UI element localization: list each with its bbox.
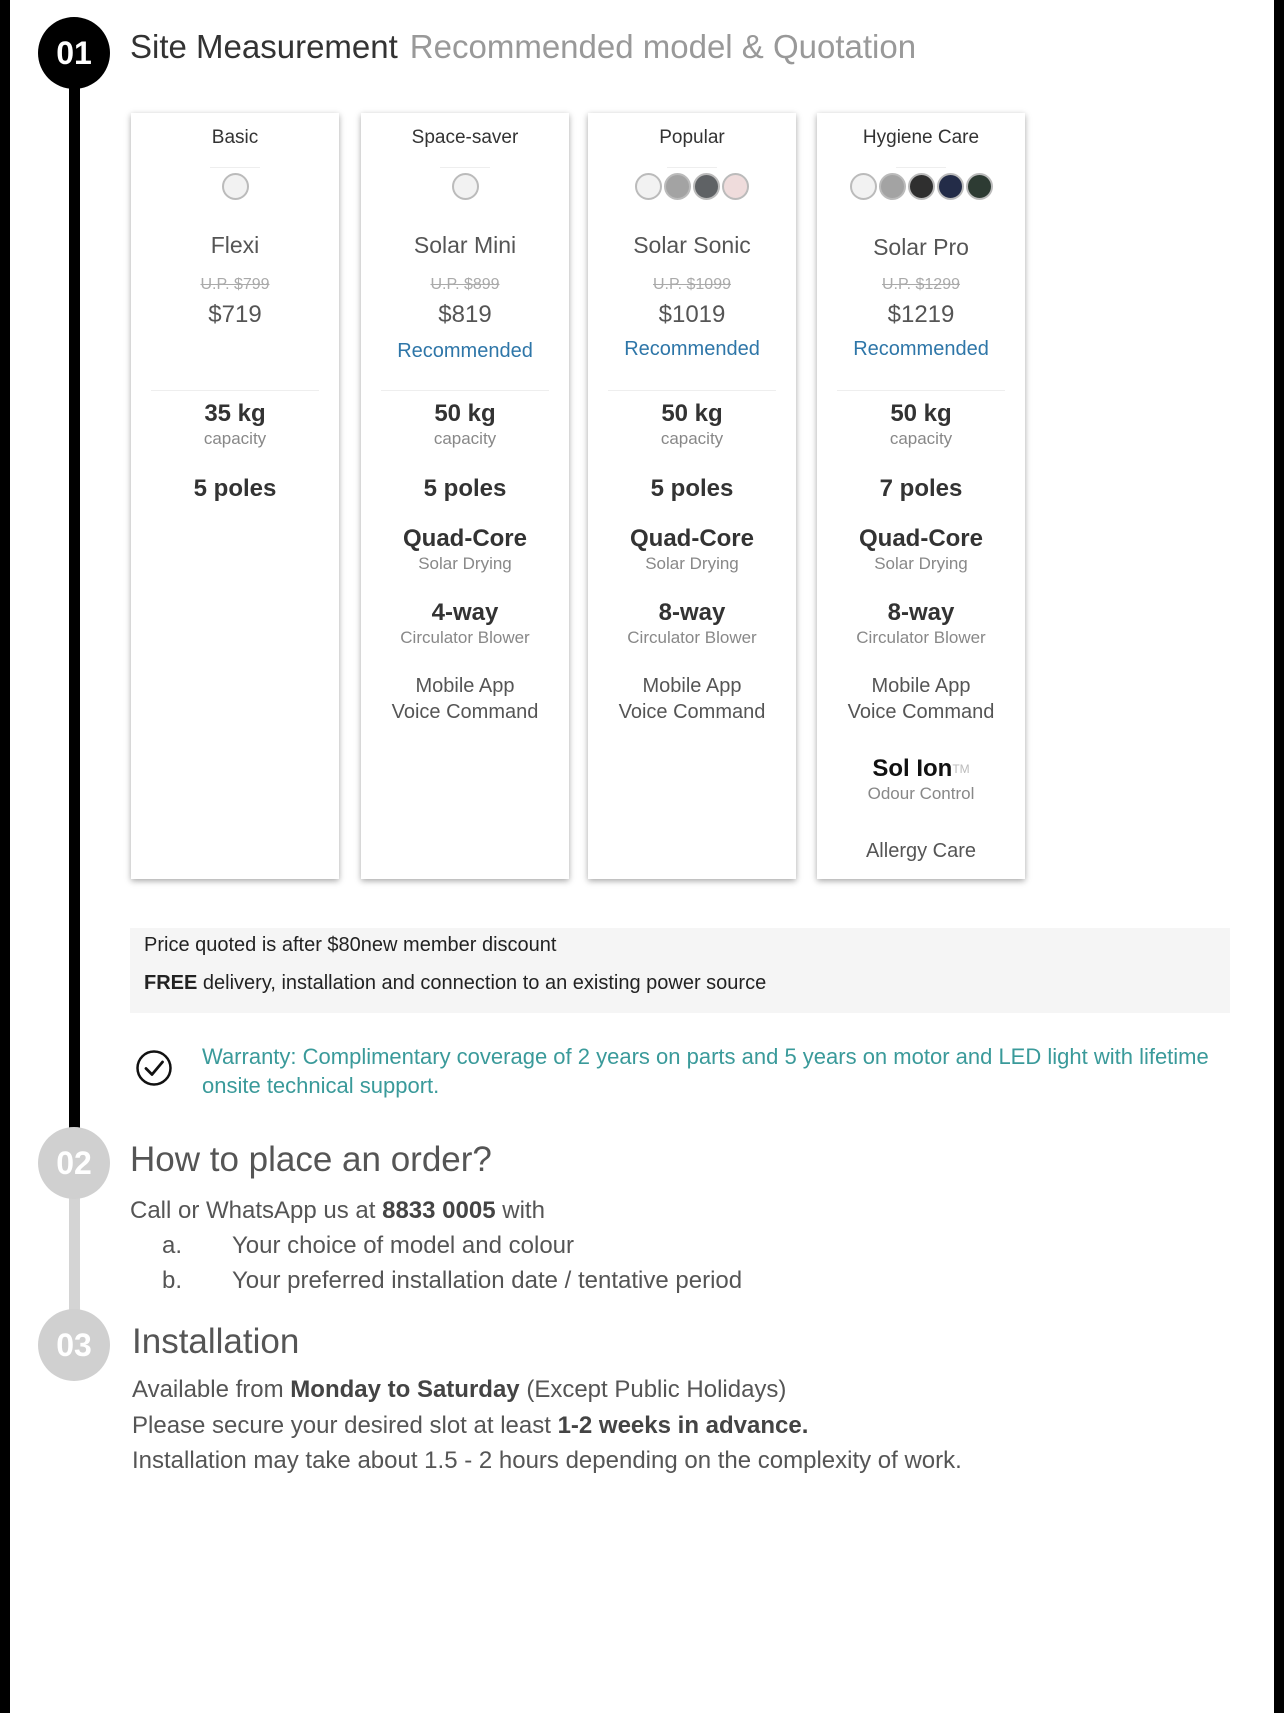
product-card-hygiene-care[interactable] (817, 113, 1025, 879)
product-card-basic[interactable] (131, 113, 339, 879)
capacity-label: capacity (889, 429, 953, 448)
feature-app (361, 673, 569, 725)
colour-swatch[interactable] (222, 173, 249, 200)
step-badge-2: 02 (38, 1127, 110, 1199)
colour-swatch[interactable] (908, 173, 935, 200)
colour-swatch[interactable] (879, 173, 906, 200)
phone-number[interactable]: 8833 0005 (382, 1197, 496, 1224)
colour-swatches (131, 173, 339, 200)
product-card-space-saver[interactable] (361, 113, 569, 879)
order-intro-text: Call or WhatsApp us at (130, 1197, 383, 1224)
card-divider (608, 390, 776, 391)
core-value: Quad-Core (629, 525, 754, 552)
timeline-line-active (69, 40, 80, 1130)
recommended-label: Recommended (624, 338, 760, 360)
warranty-text: Warranty: Complimentary coverage of 2 years on parts and 5 years on motor and LED light with lifetime onsite technical support. (202, 1044, 1209, 1098)
list-item: Your choice of model and colour (232, 1232, 574, 1259)
colour-swatches (588, 173, 796, 200)
card-model-name: Solar Pro (873, 234, 969, 260)
core-value: Quad-Core (858, 525, 983, 552)
card-divider (667, 167, 717, 168)
colour-swatch[interactable] (693, 173, 720, 200)
core-label: Solar Drying (874, 554, 968, 573)
core-value: Quad-Core (402, 525, 527, 552)
blower-value: 8-way (887, 599, 955, 626)
feature-poles (817, 475, 1025, 503)
poles-value: 5 poles (423, 475, 507, 502)
list-marker: b. (162, 1267, 183, 1294)
section-1-heading: Site Measurement (130, 28, 398, 65)
colour-swatch[interactable] (966, 173, 993, 200)
feature-allergy (817, 838, 1025, 864)
card-divider (151, 390, 319, 391)
card-price: $1219 (887, 301, 955, 328)
blower-label: Circulator Blower (400, 628, 530, 647)
feature-poles (131, 475, 339, 503)
installation-availability (132, 1376, 786, 1404)
voice-command-text: Voice Command (847, 701, 995, 723)
card-price: $719 (208, 301, 262, 328)
mobile-app-text: Mobile App (415, 675, 515, 697)
blower-label: Circulator Blower (856, 628, 986, 647)
mobile-app-text: Mobile App (642, 675, 742, 697)
poles-value: 5 poles (650, 475, 734, 502)
section-1-title (130, 28, 916, 66)
feature-core (588, 525, 796, 575)
card-price: $1019 (658, 301, 726, 328)
card-divider (837, 390, 1005, 391)
feature-poles (361, 475, 569, 503)
booking-text: Please secure your desired slot at least (132, 1412, 558, 1439)
section-2-title: How to place an order? (130, 1140, 492, 1179)
voice-command-text: Voice Command (391, 701, 539, 723)
capacity-value: 50 kg (661, 400, 723, 427)
colour-swatch[interactable] (850, 173, 877, 200)
free-delivery-note (144, 972, 766, 995)
feature-blower (361, 599, 569, 649)
section-3-title: Installation (132, 1322, 300, 1361)
colour-swatches (817, 173, 1025, 200)
feature-blower (817, 599, 1025, 649)
card-model-name: Flexi (210, 232, 260, 258)
colour-swatch[interactable] (635, 173, 662, 200)
check-circle-icon (135, 1049, 173, 1087)
card-category: Popular (659, 127, 725, 148)
core-label: Solar Drying (645, 554, 739, 573)
card-divider (440, 167, 490, 168)
availability-days: Monday to Saturday (290, 1376, 520, 1403)
capacity-value: 50 kg (890, 400, 952, 427)
card-model-name: Solar Sonic (633, 232, 751, 258)
step-badge-1: 01 (38, 17, 110, 89)
colour-swatches (361, 173, 569, 200)
capacity-label: capacity (660, 429, 724, 448)
capacity-value: 50 kg (434, 400, 496, 427)
recommended-label: Recommended (397, 340, 533, 362)
free-delivery-text: delivery, installation and connection to an existing power source (197, 972, 767, 994)
list-marker: a. (162, 1232, 183, 1259)
capacity-label: capacity (433, 429, 497, 448)
card-unit-price: U.P. $799 (200, 276, 270, 293)
card-divider (896, 167, 946, 168)
booking-lead-time: 1-2 weeks in advance. (557, 1412, 809, 1439)
price-notes-box (130, 928, 1230, 1013)
colour-swatch[interactable] (664, 173, 691, 200)
ion-label: Odour Control (867, 784, 975, 803)
availability-exception: (Except Public Holidays) (519, 1376, 787, 1403)
card-divider (210, 167, 260, 168)
colour-swatch[interactable] (722, 173, 749, 200)
card-unit-price: U.P. $899 (430, 276, 500, 293)
trademark-mark: TM (952, 762, 970, 776)
card-unit-price: U.P. $1099 (653, 276, 731, 293)
blower-value: 4-way (431, 599, 499, 626)
feature-capacity (588, 400, 796, 450)
feature-capacity (131, 400, 339, 450)
poles-value: 7 poles (879, 475, 963, 502)
poles-value: 5 poles (193, 475, 277, 502)
colour-swatch[interactable] (452, 173, 479, 200)
card-divider (381, 390, 549, 391)
step-badge-3: 03 (38, 1309, 110, 1381)
product-card-popular[interactable] (588, 113, 796, 879)
order-instructions (130, 1197, 545, 1225)
mobile-app-text: Mobile App (871, 675, 971, 697)
feature-app (588, 673, 796, 725)
card-price: $819 (438, 301, 492, 328)
voice-command-text: Voice Command (618, 701, 766, 723)
availability-text: Available from (132, 1376, 291, 1403)
card-category: Hygiene Care (862, 127, 980, 148)
capacity-label: capacity (203, 429, 267, 448)
feature-core (361, 525, 569, 575)
recommended-label: Recommended (853, 338, 989, 360)
section-1-subtitle: Recommended model & Quotation (409, 28, 917, 65)
feature-poles (588, 475, 796, 503)
capacity-value: 35 kg (204, 400, 266, 427)
feature-ion (817, 755, 1025, 805)
blower-label: Circulator Blower (627, 628, 757, 647)
card-model-name: Solar Mini (413, 232, 517, 258)
card-category: Space-saver (411, 127, 519, 148)
installation-duration: Installation may take about 1.5 - 2 hours depending on the complexity of work. (132, 1447, 962, 1474)
ion-value: Sol Ion (872, 755, 953, 782)
core-label: Solar Drying (418, 554, 512, 573)
discount-note: Price quoted is after $80new member discount (144, 934, 557, 956)
card-category: Basic (211, 127, 259, 148)
feature-capacity (817, 400, 1025, 450)
feature-core (817, 525, 1025, 575)
installation-booking-note (132, 1412, 808, 1440)
feature-app (817, 673, 1025, 725)
card-unit-price: U.P. $1299 (882, 276, 960, 293)
blower-value: 8-way (658, 599, 726, 626)
list-item: Your preferred installation date / tentative period (232, 1267, 743, 1294)
colour-swatch[interactable] (937, 173, 964, 200)
page (10, 0, 1274, 1713)
feature-blower (588, 599, 796, 649)
allergy-care-text: Allergy Care (865, 840, 977, 862)
order-intro-suffix: with (495, 1197, 545, 1224)
feature-capacity (361, 400, 569, 450)
free-label: FREE (144, 972, 198, 994)
